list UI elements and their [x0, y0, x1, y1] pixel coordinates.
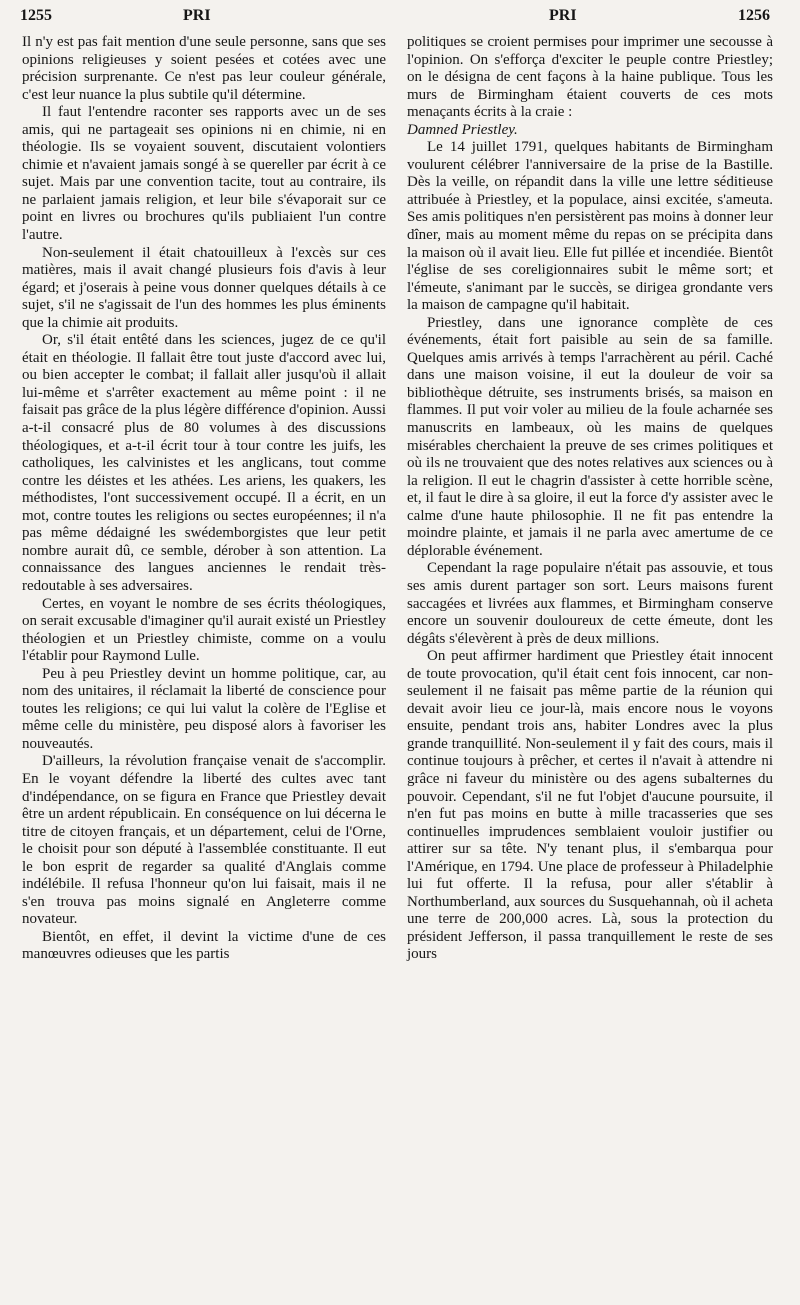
- paragraph: Non-seulement il était chatouilleux à l'excès sur ces matières, mais il avait changé plusieurs fois d'avis à leur égard; et j'oserais à peine vous donner quelques détails à ce sujet, s'il ne s'agissait de l'un des hommes les plus éminents que la chimie ait produits.: [22, 244, 386, 331]
- paragraph: Le 14 juillet 1791, quelques habitants de Birmingham voulurent célébrer l'anniversaire de la prise de la Bastille. Dès la veille, on répandit dans la ville une lettre séditieuse attribuée à Priestley, et la populace, ainsi excitée, s'ameuta. Ses amis politiques n'en persistèrent pas moins à donner leur dîner, mais au moment même du repas on se précipita dans la maison où il avait lieu. Elle fut pillée et incendiée. Bientôt l'église de ses coreligionnaires subit le même sort; et l'émeute, s'animant par le succès, se dirigea grondante vers la maison de campagne qu'il habitait.: [407, 139, 773, 314]
- right-column: [407, 34, 773, 964]
- paragraph: Bientôt, en effet, il devint la victime d'une de ces manœuvres odieuses que les partis: [22, 928, 386, 963]
- paragraph: Priestley, dans une ignorance complète de ces événements, était fort paisible au sein de sa famille. Quelques amis arrivés à temps l'arrachèrent au péril. Caché dans une maison voisine, il eut la douleur de voir sa bibliothèque détruite, ses instruments brisés, sa maison en flammes. Il put voir voler au milieu de la foule acharnée ses manuscrits en lambeaux, où les mains de quelques misérables cherchaient la preuve de ses crimes politiques et où ils ne trouvaient que des notes relatives aux sciences ou à la religion. Il eut le chagrin d'assister à cette horrible scène, et, il faut le dire à sa gloire, il eut la force d'y assister avec le calme d'une haute philosophie. Il ne fit pas entendre la moindre plainte, et jamais il ne parla avec amertume de ce déplorable événement.: [407, 314, 773, 559]
- paragraph: Il faut l'entendre raconter ses rapports avec un de ses amis, qui ne partageait ses opinions ni en chimie, ni en théologie. Ils se voyaient souvent, discutaient volontiers chimie et n'avaient jamais songé à se quereller par écrit à ce sujet. Mais par une convention tacite, tout au contraire, ils ne parlaient jamais religion, et leur bile s'évaporait sur ce point en livres ou brochures qu'ils publiaient l'un contre l'autre.: [22, 104, 386, 244]
- paragraph: Peu à peu Priestley devint un homme politique, car, au nom des unitaires, il réclamait la liberté de conscience pour toutes les religions; ce qui lui valut la colère de l'Eglise et même celle du ministère, peu disposé alors à favoriser les nouveautés.: [22, 665, 386, 752]
- left-header-word: PRI: [183, 7, 211, 24]
- paragraph: Il n'y est pas fait mention d'une seule personne, sans que ses opinions religieuses y soient pesées et cotées avec une précision surprenante. Ce n'est pas leur couleur générale, c'est leur nuance la plus subtile qu'il détermine.: [22, 34, 386, 103]
- paragraph: Cependant la rage populaire n'était pas assouvie, et tous ses amis durent partager son sort. Leurs maisons furent saccagées et livrées aux flammes, et Birmingham conserve encore un souvenir douloureux de cette émeute, dont les dégâts s'élevèrent à près de deux millions.: [407, 560, 773, 647]
- paragraph: Certes, en voyant le nombre de ses écrits théologiques, on serait excusable d'imaginer qu'il aurait existé un Priestley théologien et un Priestley chimiste, comme on a voulu l'établir pour Raymond Lulle.: [22, 595, 386, 665]
- graffiti-quote: Damned Priestley.: [407, 121, 518, 138]
- paragraph: politiques se croient permises pour imprimer une secousse à l'opinion. On s'efforça d'exciter le peuple contre Priestley; on le désigna de cent façons à la haine publique. Tous les murs de Birmingham étaient couverts de ces mots menaçants écrits à la craie :: [407, 34, 773, 121]
- left-page-number: 1255: [20, 7, 52, 24]
- paragraph: D'ailleurs, la révolution française venait de s'accomplir. En le voyant défendre la liberté des cultes avec tant d'indépendance, on se figura en France que Priestley devait être un ardent républicain. En conséquence on lui décerna le titre de citoyen français, et un département, celui de l'Orne, le choisit pour son député à l'assemblée constituante. Il eut le bon esprit de regarder sa qualité d'Anglais comme indélébile. Il refusa l'honneur qu'on lui faisait, mais il ne s'en trouva pas moins signalé en Angleterre comme novateur.: [22, 753, 386, 928]
- paragraph: On peut affirmer hardiment que Priestley était innocent de toute provocation, qu'il était cent fois innocent, car non-seulement il ne faisait pas même partie de la réunion qui devait avoir lieu ce jour-là, mais encore nous le voyons ensuite, pendant trois ans, habiter Londres avec la plus grande tranquillité. Non-seulement il y fait des cours, mais il continue toujours à prêcher, et certes il n'avait à attendre ni grâce ni faveur du ministère ou des agens subalternes du pouvoir. Cependant, s'il ne fut l'objet d'aucune poursuite, il n'en fut pas moins en butte à mille tracasseries que ses continuelles imprudences semblaient vouloir justifier ou attirer sur sa tête. N'y tenant plus, il s'embarqua pour l'Amérique, en 1794. Une place de professeur à Philadelphie lui fut offerte. Il la refusa, pour aller s'établir à Northumberland, aux sources du Susquehannah, où il acheta une terre de 200,000 acres. Là, sous la protection du président Jefferson, il passa tranquillement le reste de ses jours: [407, 648, 773, 963]
- paragraph: Or, s'il était entêté dans les sciences, jugez de ce qu'il était en théologie. Il fallait être tout juste d'accord avec lui, ou bien accepter le combat; il fallait aller jusqu'où il allait lui-même et s'arrêter exactement au même point : il ne faisait pas grâce de la plus légère différence d'opinion. Aussi a-t-il consacré plus de 80 volumes à des discussions théologiques, et a-t-il écrit tour à tour contre les juifs, les catholiques, les calvinistes et les anglicans, tout comme contre les déistes et les athées. Les ariens, les quakers, les méthodistes, l'ont successivement occupé. Il a écrit, en un mot, contre toutes les religions ou sectes européennes; il n'a pas même dédaigné les swédemborgistes que leur petit nombre aurait dû, ce semble, dérober à son attention. La connaissance des langues anciennes le rendait très-redoutable à ses adversaires.: [22, 332, 386, 594]
- left-column: [22, 34, 386, 964]
- right-header-word: PRI: [549, 7, 577, 24]
- right-page-number: 1256: [738, 7, 770, 24]
- running-header: [0, 6, 800, 30]
